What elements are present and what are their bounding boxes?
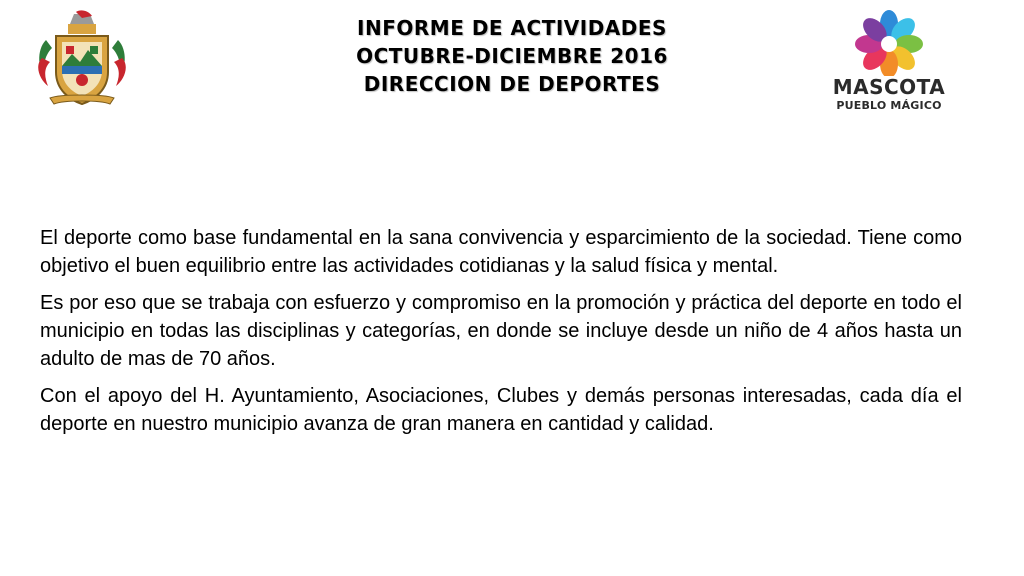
municipal-crest-logo	[36, 10, 128, 108]
paragraph-effort: Es por eso que se trabaja con esfuerzo y compromiso en la promoción y práctica del deporte en todo el municipio en todas las disciplinas y categorías, en donde se incluye desde un niño de 4 años hasta un adulto de mas de 70 años.	[40, 292, 962, 370]
title-line-period: OCTUBRE-DICIEMBRE 2016	[356, 44, 668, 68]
mascota-pueblo-magico-logo	[830, 8, 948, 118]
pinwheel-flower-icon	[830, 8, 948, 76]
slide-title	[200, 14, 824, 98]
title-line-department: DIRECCION DE DEPORTES	[363, 72, 661, 96]
paragraph-support: Con el apoyo del H. Ayuntamiento, Asociaciones, Clubes y demás personas interesadas, cada día el deporte en nuestro municipio avanza de gran manera en cantidad y calidad.	[40, 385, 962, 435]
logo-subtitle: PUEBLO MÁGICO	[836, 99, 942, 112]
body-text	[40, 224, 962, 447]
paragraph-intro: El deporte como base fundamental en la sana convivencia y esparcimiento de la sociedad. Tiene como objetivo el buen equilibrio entre las actividades cotidianas y la salud física y mental.	[40, 227, 962, 277]
title-line-report: INFORME DE ACTIVIDADES	[357, 16, 667, 40]
logo-wordmark: MASCOTA	[832, 75, 946, 99]
